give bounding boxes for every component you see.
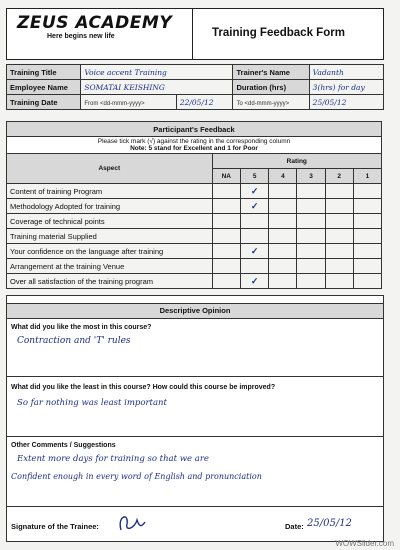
aspect-row [7,274,382,289]
answer-liked-least: So far nothing was least important [17,398,167,408]
academy-logo [17,13,187,55]
rating-cell-5[interactable] [241,199,269,214]
rating-cell-1[interactable] [353,259,381,274]
divider-1 [7,376,383,377]
form-title: Training Feedback Form [212,27,345,39]
rating-cell-2[interactable] [325,274,353,289]
rating-cell-na[interactable] [212,274,240,289]
answer-comments-line-1: Extent more days for training so that we are [17,454,209,464]
logo-tagline: Here begins new life [47,33,115,40]
aspect-label: Methodology Adopted for training [7,199,213,214]
rating-cell-4[interactable] [269,229,297,244]
divider-3 [7,506,383,507]
aspect-row [7,214,382,229]
rating-cell-4[interactable] [269,259,297,274]
trainer-name-label: Trainer's Name [233,65,309,80]
rating-column-header: 4 [269,169,297,184]
aspect-label: Content of training Program [7,184,213,199]
rating-cell-5[interactable] [241,259,269,274]
rating-cell-4[interactable] [269,274,297,289]
feedback-instructions [7,137,382,154]
rating-cell-3[interactable] [297,244,325,259]
training-title-label: Training Title [7,65,81,80]
rating-cell-3[interactable] [297,274,325,289]
aspect-label: Coverage of technical points [7,214,213,229]
rating-cell-5[interactable] [241,244,269,259]
aspect-label: Your confidence on the language after training [7,244,213,259]
question-liked-most: What did you like the most in this course? [11,324,152,331]
question-other-comments: Other Comments / Suggestions [11,442,116,449]
aspect-label: Training material Supplied [7,229,213,244]
rating-column-header: 3 [297,169,325,184]
rating-cell-na[interactable] [212,259,240,274]
rating-cell-5[interactable] [241,229,269,244]
logo-name: ZEUS ACADEMY [17,13,173,33]
header-divider [192,9,193,59]
rating-cell-na[interactable] [212,184,240,199]
aspect-label: Arrangement at the training Venue [7,259,213,274]
rating-cell-1[interactable] [353,199,381,214]
training-info-table [6,64,384,110]
employee-name-value: SOMATAI KEISHING [81,80,233,95]
rating-cell-3[interactable] [297,214,325,229]
rating-header: Rating [212,154,381,169]
tick-mark-icon: ✓ [250,185,259,196]
aspect-row [7,229,382,244]
from-date-label: From <dd-mmm-yyyy> [84,100,145,107]
rating-cell-2[interactable] [325,229,353,244]
rating-cell-4[interactable] [269,244,297,259]
rating-cell-5[interactable] [241,214,269,229]
feedback-section-title: Participant's Feedback [7,122,382,137]
date-value: 25/05/12 [307,518,352,529]
watermark: WOWSlider.com [335,539,394,548]
rating-cell-1[interactable] [353,244,381,259]
answer-comments-line-2: Confident enough in every word of English and pronunciation [11,472,262,481]
training-date-label: Training Date [7,95,81,110]
form-header [6,8,384,60]
aspect-rows [7,184,382,289]
rating-column-header: 5 [241,169,269,184]
divider-2 [7,436,383,437]
rating-cell-4[interactable] [269,184,297,199]
rating-cell-2[interactable] [325,199,353,214]
descriptive-section-title: Descriptive Opinion [7,303,383,319]
to-date-label: To <dd-mmm-yyyy> [236,100,290,107]
rating-cell-3[interactable] [297,259,325,274]
from-date-value: 22/05/12 [176,95,233,110]
rating-cell-2[interactable] [325,214,353,229]
rating-cell-5[interactable] [241,184,269,199]
rating-cell-5[interactable] [241,274,269,289]
trainee-signature [115,510,149,536]
aspect-row [7,184,382,199]
rating-cell-3[interactable] [297,184,325,199]
training-title-value: Voice accent Training [81,65,233,80]
signature-label: Signature of the Trainee: [11,522,99,531]
rating-cell-4[interactable] [269,199,297,214]
feedback-note: Note: 5 stand for Excellent and 1 for Poor [130,145,258,152]
answer-liked-most: Contraction and 'T' rules [17,336,131,346]
rating-cell-na[interactable] [212,214,240,229]
rating-cell-1[interactable] [353,229,381,244]
rating-column-header: 1 [353,169,381,184]
rating-cell-3[interactable] [297,199,325,214]
trainer-name-value: Vadanth [309,65,383,80]
descriptive-opinion-section [6,295,384,542]
to-date-cell [233,95,309,110]
from-date-cell [81,95,177,110]
rating-cell-1[interactable] [353,184,381,199]
participant-feedback-table [6,121,382,289]
tick-mark-icon: ✓ [250,200,259,211]
employee-name-label: Employee Name [7,80,81,95]
date-label: Date: [285,522,304,531]
aspect-row [7,244,382,259]
to-date-value: 25/05/12 [309,95,383,110]
rating-cell-2[interactable] [325,244,353,259]
duration-value: 3(hrs) for day [309,80,383,95]
rating-cell-4[interactable] [269,214,297,229]
aspect-header: Aspect [7,154,213,184]
rating-cell-2[interactable] [325,259,353,274]
rating-cell-1[interactable] [353,274,381,289]
aspect-row [7,259,382,274]
aspect-row [7,199,382,214]
rating-cell-na[interactable] [212,199,240,214]
rating-cell-2[interactable] [325,184,353,199]
duration-label: Duration (hrs) [233,80,309,95]
feedback-instruction: Please tick mark (√) against the rating in the corresponding column [97,138,291,145]
rating-cell-1[interactable] [353,214,381,229]
rating-cell-na[interactable] [212,229,240,244]
aspect-label: Over all satisfaction of the training program [7,274,213,289]
rating-cell-na[interactable] [212,244,240,259]
rating-column-header: NA [212,169,240,184]
question-liked-least: What did you like the least in this course? How could this course be improved? [11,384,276,391]
tick-mark-icon: ✓ [250,245,259,256]
rating-cell-3[interactable] [297,229,325,244]
rating-column-header: 2 [325,169,353,184]
tick-mark-icon: ✓ [250,275,259,286]
